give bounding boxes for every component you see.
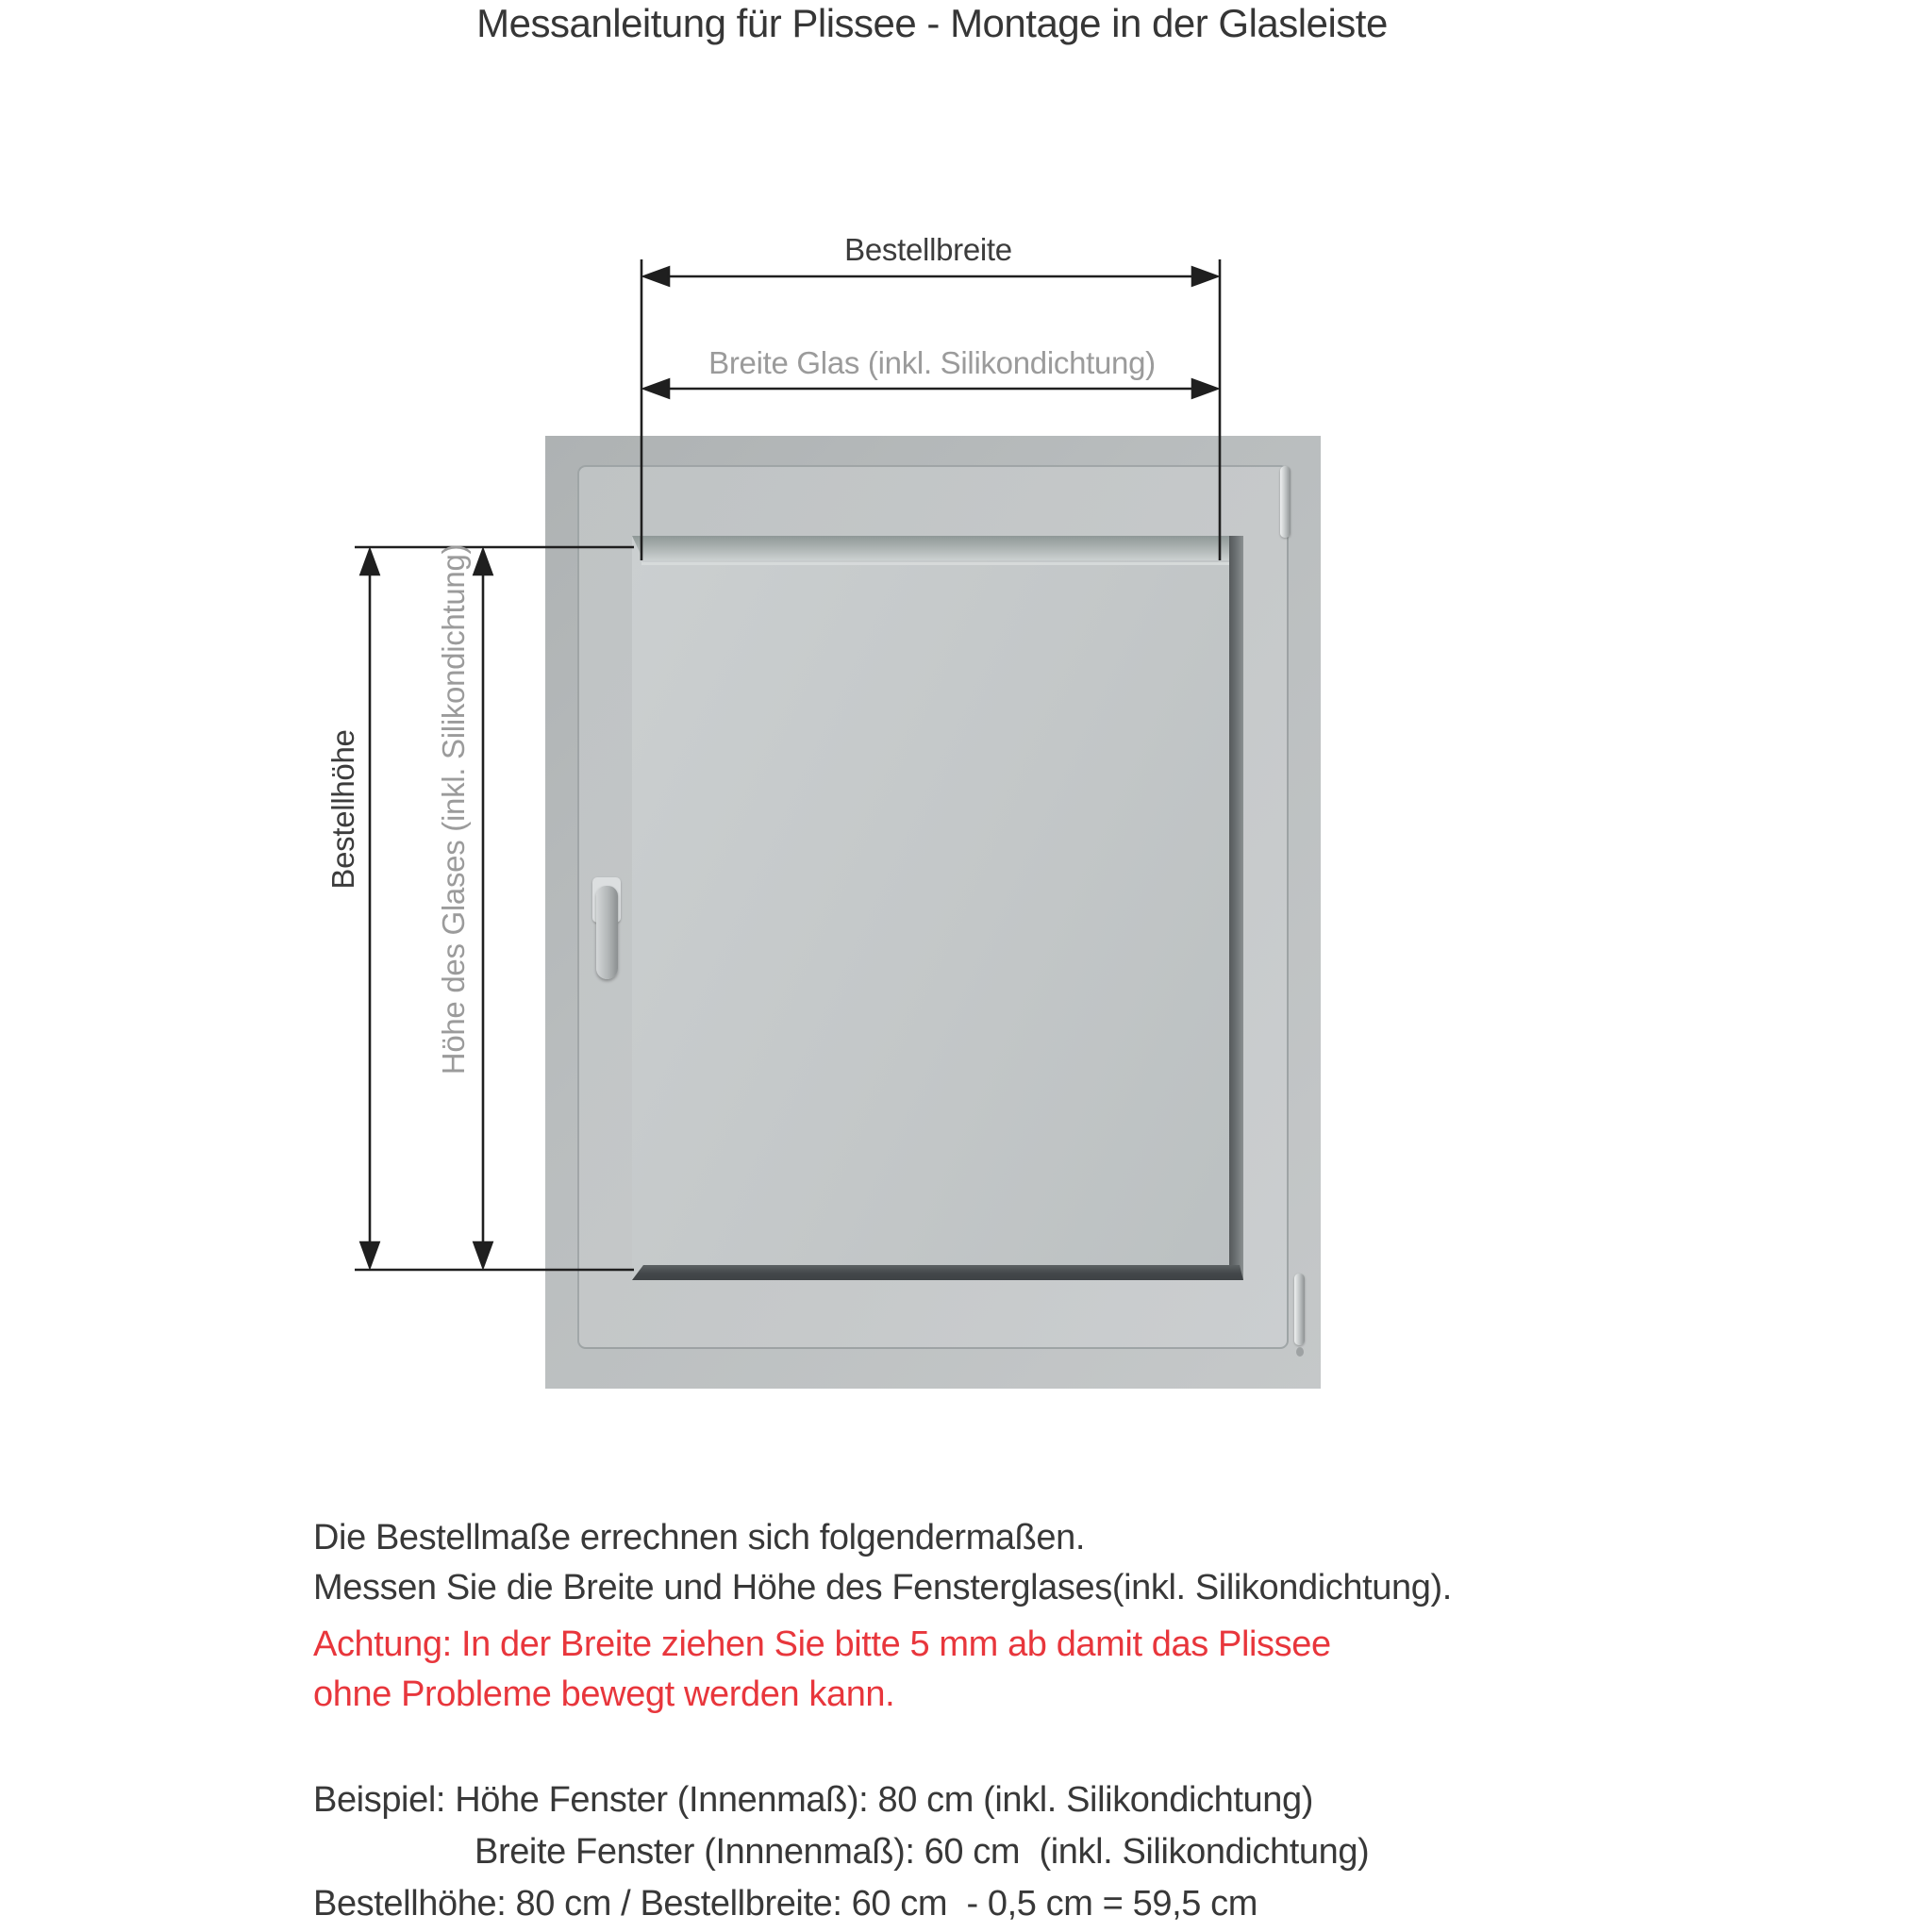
glass-bead-left <box>632 536 642 1280</box>
glass-width-arrowhead-left <box>644 380 669 398</box>
glass-bead-top <box>632 536 1243 560</box>
glass-highlight-line <box>641 562 1234 565</box>
glass-width-label: Breite Glas (inkl. Silikondichtung) <box>708 345 1156 380</box>
warning-line-1: Achtung: In der Breite ziehen Sie bitte 5 mm ab damit das Plissee <box>313 1624 1331 1664</box>
glass-height-label: Höhe des Glases (inkl. Silikondichtung) <box>436 543 471 1075</box>
glass-height-arrowhead-bottom <box>475 1242 492 1267</box>
example-block <box>313 1774 1369 1930</box>
glass-bead-bottom <box>632 1265 1243 1280</box>
example-line-3: Bestellhöhe: 80 cm / Bestellbreite: 60 cm - 0,5 cm = 59,5 cm <box>313 1884 1258 1924</box>
order-width-arrowhead-right <box>1192 268 1217 286</box>
instructions-block <box>313 1513 1452 1720</box>
page-title: Messanleitung für Plissee - Montage in der Glasleiste <box>476 1 1388 45</box>
order-width-arrowhead-left <box>644 268 669 286</box>
glass-bead-right <box>1229 536 1243 1280</box>
glass-width-arrowhead-right <box>1192 380 1217 398</box>
window-illustration <box>545 436 1321 1389</box>
example-line-2: Breite Fenster (Innnenmaß): 60 cm (inkl. Silikondichtung) <box>475 1832 1370 1872</box>
instruction-line-2: Messen Sie die Breite und Höhe des Fensterglases(inkl. Silikondichtung). <box>313 1568 1452 1607</box>
order-width-label: Bestellbreite <box>844 232 1012 267</box>
order-height-arrowhead-top <box>361 550 379 575</box>
hinge-pin <box>1296 1347 1304 1357</box>
instruction-line-1: Die Bestellmaße errechnen sich folgendermaßen. <box>313 1518 1086 1557</box>
window-glass <box>632 536 1243 1280</box>
hinge-bottom-right <box>1294 1274 1305 1345</box>
order-height-arrowhead-bottom <box>361 1242 379 1267</box>
hinge-top-right <box>1280 466 1291 538</box>
example-line-1: Beispiel: Höhe Fenster (Innenmaß): 80 cm (inkl. Silikondichtung) <box>313 1780 1313 1820</box>
glass-height-arrowhead-top <box>475 550 492 575</box>
warning-line-2: ohne Probleme bewegt werden kann. <box>313 1674 895 1714</box>
order-height-label: Bestellhöhe <box>325 729 360 890</box>
window-handle <box>596 886 618 979</box>
